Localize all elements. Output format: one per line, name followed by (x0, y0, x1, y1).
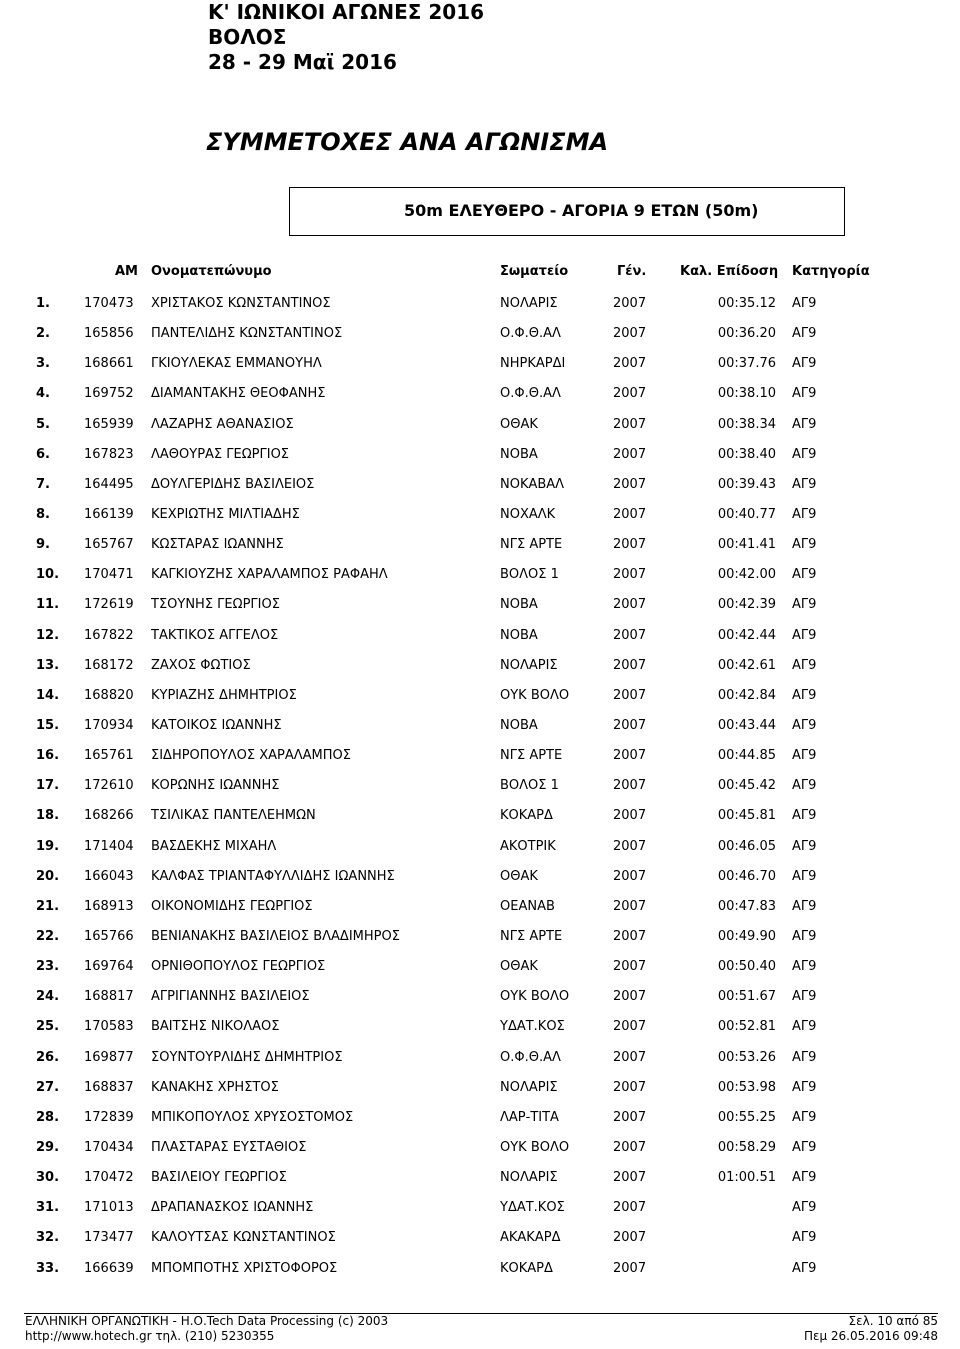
meet-dates: 28 - 29 Μαϊ 2016 (208, 50, 397, 74)
am-cell: 164495 (84, 476, 134, 492)
club-cell: ΟΥΚ ΒΟΛΟ (500, 1139, 570, 1155)
category-cell: ΑΓ9 (792, 1109, 817, 1125)
meet-title: Κ' ΙΩΝΙΚΟΙ ΑΓΩΝΕΣ 2016 (208, 0, 485, 24)
club-cell: ΝΓΣ ΑΡΤΕ (500, 537, 563, 553)
birth-year-cell: 2007 (613, 567, 647, 583)
am-cell: 168661 (84, 356, 134, 372)
entry-time-cell: 00:45.81 (717, 808, 776, 824)
entry-time-cell: 00:38.40 (717, 446, 776, 462)
birth-year-cell: 2007 (613, 356, 647, 372)
table-row (0, 289, 960, 319)
rank-cell: 30. (36, 1170, 60, 1186)
category-cell: ΑΓ9 (792, 898, 817, 914)
rank-cell: 17. (36, 778, 60, 794)
category-cell: ΑΓ9 (792, 657, 817, 673)
meet-city: ΒΟΛΟΣ (208, 25, 287, 49)
entry-time-cell: 00:44.85 (717, 748, 776, 764)
table-row (0, 500, 960, 530)
category-cell: ΑΓ9 (792, 868, 817, 884)
am-cell: 170471 (84, 567, 134, 583)
name-cell: ΒΑΣΙΛΕΙΟΥ ΓΕΩΡΓΙΟΣ (151, 1170, 287, 1186)
club-cell: ΝΟΒΑ (500, 717, 538, 733)
name-cell: ΚΩΣΤΑΡΑΣ ΙΩΑΝΝΗΣ (151, 537, 284, 553)
name-cell: ΛΑΘΟΥΡΑΣ ΓΕΩΡΓΙΟΣ (151, 446, 290, 462)
entry-time-cell: 00:45.42 (717, 778, 776, 794)
name-cell: ΑΓΡΙΓΙΑΝΝΗΣ ΒΑΣΙΛΕΙΟΣ (151, 989, 310, 1005)
club-cell: ΚΟΚΑΡΔ (500, 808, 553, 824)
name-cell: ΟΡΝΙΘΟΠΟΥΛΟΣ ΓΕΩΡΓΙΟΣ (151, 959, 326, 975)
rank-cell: 31. (36, 1200, 60, 1216)
name-cell: ΒΕΝΙΑΝΑΚΗΣ ΒΑΣΙΛΕΙΟΣ ΒΛΑΔΙΜΗΡΟΣ (151, 928, 400, 944)
table-row (0, 741, 960, 771)
entry-time-cell: 00:42.44 (717, 627, 776, 643)
rank-cell: 4. (36, 386, 50, 402)
am-cell: 166639 (84, 1260, 134, 1276)
table-row (0, 349, 960, 379)
footer-company: ΕΛΛΗΝΙΚΗ ΟΡΓΑΝΩΤΙΚΗ - Η.Ο.Tech Data Processing (c) 2003 (25, 1314, 389, 1328)
category-cell: ΑΓ9 (792, 989, 817, 1005)
entry-time-cell: 00:53.98 (717, 1079, 776, 1095)
name-cell: ΒΑΙΤΣΗΣ ΝΙΚΟΛΑΟΣ (151, 1019, 280, 1035)
rank-cell: 16. (36, 748, 60, 764)
rank-cell: 28. (36, 1109, 60, 1125)
category-cell: ΑΓ9 (792, 537, 817, 553)
rank-cell: 12. (36, 627, 60, 643)
category-cell: ΑΓ9 (792, 296, 817, 311)
column-header-name: Ονοματεπώνυμο (151, 264, 272, 279)
table-row (0, 319, 960, 349)
club-cell: ΝΟΒΑ (500, 446, 538, 462)
category-cell: ΑΓ9 (792, 386, 817, 402)
entry-time-cell: 00:50.40 (717, 959, 776, 975)
rank-cell: 10. (36, 567, 60, 583)
table-row (0, 1073, 960, 1103)
birth-year-cell: 2007 (613, 506, 647, 522)
entry-time-cell: 00:52.81 (717, 1019, 776, 1035)
category-cell: ΑΓ9 (792, 1139, 817, 1155)
entry-time-cell: 00:47.83 (717, 898, 776, 914)
entry-time-cell: 00:36.20 (717, 326, 776, 342)
category-cell: ΑΓ9 (792, 627, 817, 643)
rank-cell: 25. (36, 1019, 60, 1035)
table-row (0, 440, 960, 470)
entry-time-cell: 00:49.90 (717, 928, 776, 944)
birth-year-cell: 2007 (613, 1019, 647, 1035)
table-row (0, 1223, 960, 1253)
birth-year-cell: 2007 (613, 1200, 647, 1216)
rank-cell: 8. (36, 506, 50, 522)
club-cell: ΒΟΛΟΣ 1 (500, 567, 559, 583)
club-cell: ΚΟΚΑΡΔ (500, 1260, 553, 1276)
rank-cell: 6. (36, 446, 50, 462)
birth-year-cell: 2007 (613, 627, 647, 643)
name-cell: ΒΑΣΔΕΚΗΣ ΜΙΧΑΗΛ (151, 838, 277, 854)
club-cell: ΥΔΑΤ.ΚΟΣ (500, 1200, 565, 1216)
table-row (0, 530, 960, 560)
table-row (0, 1254, 960, 1284)
rank-cell: 9. (36, 537, 50, 553)
table-row (0, 711, 960, 741)
entry-time-cell: 00:43.44 (717, 717, 776, 733)
entry-time-cell: 00:46.05 (717, 838, 776, 854)
birth-year-cell: 2007 (613, 296, 647, 311)
rank-cell: 24. (36, 989, 60, 1005)
rank-cell: 5. (36, 416, 50, 432)
rank-cell: 22. (36, 928, 60, 944)
club-cell: ΟΘΑΚ (500, 868, 538, 884)
name-cell: ΣΙΔΗΡΟΠΟΥΛΟΣ ΧΑΡΑΛΑΜΠΟΣ (151, 748, 351, 764)
birth-year-cell: 2007 (613, 1139, 647, 1155)
birth-year-cell: 2007 (613, 959, 647, 975)
am-cell: 165767 (84, 537, 134, 553)
category-cell: ΑΓ9 (792, 1260, 817, 1276)
birth-year-cell: 2007 (613, 416, 647, 432)
rank-cell: 18. (36, 808, 60, 824)
club-cell: Ο.Φ.Θ.ΑΛ (500, 386, 561, 402)
entry-time-cell: 01:00.51 (717, 1170, 776, 1186)
club-cell: ΝΟΒΑ (500, 597, 538, 613)
club-cell: ΝΓΣ ΑΡΤΕ (500, 748, 563, 764)
name-cell: ΤΣΙΛΙΚΑΣ ΠΑΝΤΕΛΕΗΜΩΝ (151, 808, 316, 824)
table-row (0, 1103, 960, 1133)
club-cell: ΥΔΑΤ.ΚΟΣ (500, 1019, 565, 1035)
birth-year-cell: 2007 (613, 597, 647, 613)
category-cell: ΑΓ9 (792, 416, 817, 432)
category-cell: ΑΓ9 (792, 476, 817, 492)
entry-time-cell: 00:58.29 (717, 1139, 776, 1155)
category-cell: ΑΓ9 (792, 356, 817, 372)
am-cell: 168817 (84, 989, 134, 1005)
am-cell: 169764 (84, 959, 134, 975)
category-cell: ΑΓ9 (792, 1200, 817, 1216)
table-row (0, 832, 960, 862)
table-row (0, 681, 960, 711)
am-cell: 168266 (84, 808, 134, 824)
rank-cell: 7. (36, 476, 50, 492)
name-cell: ΔΡΑΠΑΝΑΣΚΟΣ ΙΩΑΝΝΗΣ (151, 1200, 314, 1216)
category-cell: ΑΓ9 (792, 446, 817, 462)
birth-year-cell: 2007 (613, 537, 647, 553)
club-cell: Ο.Φ.Θ.ΑΛ (500, 1049, 561, 1065)
am-cell: 166139 (84, 506, 134, 522)
name-cell: ΚΑΛΟΥΤΣΑΣ ΚΩΝΣΤΑΝΤΙΝΟΣ (151, 1230, 336, 1246)
name-cell: ΠΑΝΤΕΛΙΔΗΣ ΚΩΝΣΤΑΝΤΙΝΟΣ (151, 326, 343, 342)
table-row (0, 590, 960, 620)
footer-page-number: Σελ. 10 από 85 (848, 1314, 938, 1328)
name-cell: ΚΑΓΚΙΟΥΖΗΣ ΧΑΡΑΛΑΜΠΟΣ ΡΑΦΑΗΛ (151, 567, 388, 583)
club-cell: ΝΟΒΑ (500, 627, 538, 643)
club-cell: ΝΟΛΑΡΙΣ (500, 1079, 558, 1095)
rank-cell: 14. (36, 687, 60, 703)
entry-time-cell: 00:42.61 (717, 657, 776, 673)
name-cell: ΚΑΤΟΙΚΟΣ ΙΩΑΝΝΗΣ (151, 717, 282, 733)
am-cell: 170934 (84, 717, 134, 733)
entry-time-cell: 00:38.34 (717, 416, 776, 432)
birth-year-cell: 2007 (613, 326, 647, 342)
rank-cell: 29. (36, 1139, 60, 1155)
birth-year-cell: 2007 (613, 838, 647, 854)
name-cell: ΤΑΚΤΙΚΟΣ ΑΓΓΕΛΟΣ (151, 627, 279, 643)
category-cell: ΑΓ9 (792, 1079, 817, 1095)
entry-time-cell: 00:53.26 (717, 1049, 776, 1065)
am-cell: 170472 (84, 1170, 134, 1186)
am-cell: 171013 (84, 1200, 134, 1216)
am-cell: 168913 (84, 898, 134, 914)
club-cell: ΟΘΑΚ (500, 416, 538, 432)
entry-time-cell: 00:51.67 (717, 989, 776, 1005)
category-cell: ΑΓ9 (792, 748, 817, 764)
footer-timestamp: Πεμ 26.05.2016 09:48 (803, 1329, 938, 1343)
table-row (0, 892, 960, 922)
am-cell: 165766 (84, 928, 134, 944)
am-cell: 165939 (84, 416, 134, 432)
entry-time-cell: 00:38.10 (717, 386, 776, 402)
am-cell: 170583 (84, 1019, 134, 1035)
am-cell: 165856 (84, 326, 134, 342)
category-cell: ΑΓ9 (792, 838, 817, 854)
birth-year-cell: 2007 (613, 1260, 647, 1276)
birth-year-cell: 2007 (613, 808, 647, 824)
club-cell: ΛΑΡ-ΤΙΤΑ (500, 1109, 559, 1125)
name-cell: ΠΛΑΣΤΑΡΑΣ ΕΥΣΤΑΘΙΟΣ (151, 1139, 307, 1155)
name-cell: ΧΡΙΣΤΑΚΟΣ ΚΩΝΣΤΑΝΤΙΝΟΣ (151, 296, 331, 311)
rank-cell: 26. (36, 1049, 60, 1065)
rank-cell: 33. (36, 1260, 60, 1276)
am-cell: 165761 (84, 748, 134, 764)
rank-cell: 20. (36, 868, 60, 884)
footer-contact: http://www.hotech.gr τηλ. (210) 5230355 (25, 1329, 275, 1343)
page-title: ΣΥΜΜΕΤΟΧΕΣ ΑΝΑ ΑΓΩΝΙΣΜΑ (206, 128, 609, 156)
table-row (0, 410, 960, 440)
name-cell: ΜΠΙΚΟΠΟΥΛΟΣ ΧΡΥΣΟΣΤΟΜΟΣ (151, 1109, 354, 1125)
am-cell: 171404 (84, 838, 134, 854)
name-cell: ΚΑΛΦΑΣ ΤΡΙΑΝΤΑΦΥΛΛΙΔΗΣ ΙΩΑΝΝΗΣ (151, 868, 395, 884)
entry-time-cell: 00:41.41 (717, 537, 776, 553)
name-cell: ΚΕΧΡΙΩΤΗΣ ΜΙΛΤΙΑΔΗΣ (151, 506, 300, 522)
entry-time-cell: 00:55.25 (717, 1109, 776, 1125)
table-row (0, 862, 960, 892)
column-header-yob: Γέν. (617, 264, 647, 279)
am-cell: 170473 (84, 296, 134, 311)
rank-cell: 3. (36, 356, 50, 372)
club-cell: ΟΥΚ ΒΟΛΟ (500, 687, 570, 703)
name-cell: ΛΑΖΑΡΗΣ ΑΘΑΝΑΣΙΟΣ (151, 416, 294, 432)
column-header-club: Σωματείο (500, 264, 569, 279)
rank-cell: 13. (36, 657, 60, 673)
name-cell: ΚΑΝΑΚΗΣ ΧΡΗΣΤΟΣ (151, 1079, 279, 1095)
club-cell: ΟΥΚ ΒΟΛΟ (500, 989, 570, 1005)
entry-time-cell: 00:35.12 (717, 296, 776, 311)
category-cell: ΑΓ9 (792, 597, 817, 613)
category-cell: ΑΓ9 (792, 928, 817, 944)
name-cell: ΖΑΧΟΣ ΦΩΤΙΟΣ (151, 657, 251, 673)
category-cell: ΑΓ9 (792, 326, 817, 342)
table-row (0, 1163, 960, 1193)
entry-time-cell: 00:42.00 (717, 567, 776, 583)
birth-year-cell: 2007 (613, 989, 647, 1005)
am-cell: 168820 (84, 687, 134, 703)
birth-year-cell: 2007 (613, 928, 647, 944)
club-cell: Ο.Φ.Θ.ΑΛ (500, 326, 561, 342)
rank-cell: 11. (36, 597, 60, 613)
table-row (0, 982, 960, 1012)
table-row (0, 922, 960, 952)
club-cell: ΝΟΛΑΡΙΣ (500, 1170, 558, 1186)
club-cell: ΑΚΑΚΑΡΔ (500, 1230, 561, 1246)
rank-cell: 1. (36, 296, 50, 311)
club-cell: ΝΟΛΑΡΙΣ (500, 296, 558, 311)
name-cell: ΔΙΑΜΑΝΤΑΚΗΣ ΘΕΟΦΑΝΗΣ (151, 386, 326, 402)
am-cell: 169752 (84, 386, 134, 402)
name-cell: ΚΥΡΙΑΖΗΣ ΔΗΜΗΤΡΙΟΣ (151, 687, 297, 703)
category-cell: ΑΓ9 (792, 959, 817, 975)
entries-table (0, 289, 960, 1284)
rank-cell: 19. (36, 838, 60, 854)
category-cell: ΑΓ9 (792, 717, 817, 733)
birth-year-cell: 2007 (613, 1170, 647, 1186)
name-cell: ΚΟΡΩΝΗΣ ΙΩΑΝΝΗΣ (151, 778, 280, 794)
birth-year-cell: 2007 (613, 1109, 647, 1125)
name-cell: ΟΙΚΟΝΟΜΙΔΗΣ ΓΕΩΡΓΙΟΣ (151, 898, 313, 914)
birth-year-cell: 2007 (613, 748, 647, 764)
birth-year-cell: 2007 (613, 868, 647, 884)
club-cell: ΝΓΣ ΑΡΤΕ (500, 928, 563, 944)
club-cell: ΝΟΛΑΡΙΣ (500, 657, 558, 673)
club-cell: ΝΗΡΚΑΡΔΙ (500, 356, 566, 372)
entry-time-cell: 00:42.84 (717, 687, 776, 703)
club-cell: ΟΘΑΚ (500, 959, 538, 975)
name-cell: ΜΠΟΜΠΟΤΗΣ ΧΡΙΣΤΟΦΟΡΟΣ (151, 1260, 338, 1276)
category-cell: ΑΓ9 (792, 1170, 817, 1186)
birth-year-cell: 2007 (613, 1049, 647, 1065)
rank-cell: 2. (36, 326, 50, 342)
table-row (0, 1012, 960, 1042)
category-cell: ΑΓ9 (792, 506, 817, 522)
name-cell: ΣΟΥΝΤΟΥΡΛΙΔΗΣ ΔΗΜΗΤΡΙΟΣ (151, 1049, 343, 1065)
birth-year-cell: 2007 (613, 778, 647, 794)
entry-time-cell: 00:42.39 (717, 597, 776, 613)
name-cell: ΔΟΥΛΓΕΡΙΔΗΣ ΒΑΣΙΛΕΙΟΣ (151, 476, 315, 492)
category-cell: ΑΓ9 (792, 1049, 817, 1065)
am-cell: 173477 (84, 1230, 134, 1246)
rank-cell: 15. (36, 717, 60, 733)
table-row (0, 379, 960, 409)
event-title: 50m ΕΛΕΥΘΕΡΟ - ΑΓΟΡΙΑ 9 ΕΤΩΝ (50m) (404, 201, 759, 220)
rank-cell: 32. (36, 1230, 60, 1246)
table-row (0, 952, 960, 982)
table-row (0, 621, 960, 651)
category-cell: ΑΓ9 (792, 567, 817, 583)
am-cell: 166043 (84, 868, 134, 884)
birth-year-cell: 2007 (613, 1079, 647, 1095)
am-cell: 172610 (84, 778, 134, 794)
column-header-am: ΑΜ (115, 264, 138, 279)
table-row (0, 470, 960, 500)
table-row (0, 771, 960, 801)
am-cell: 170434 (84, 1139, 134, 1155)
birth-year-cell: 2007 (613, 898, 647, 914)
category-cell: ΑΓ9 (792, 1230, 817, 1246)
entry-time-cell: 00:37.76 (717, 356, 776, 372)
table-row (0, 1193, 960, 1223)
club-cell: ΝΟΧΑΛΚ (500, 506, 556, 522)
name-cell: ΓΚΙΟΥΛΕΚΑΣ ΕΜΜΑΝΟΥΗΛ (151, 356, 322, 372)
club-cell: ΝΟΚΑΒΑΛ (500, 476, 565, 492)
name-cell: ΤΣΟΥΝΗΣ ΓΕΩΡΓΙΟΣ (151, 597, 280, 613)
column-header-time: Καλ. Επίδοση (680, 264, 779, 279)
club-cell: ΒΟΛΟΣ 1 (500, 778, 559, 794)
category-cell: ΑΓ9 (792, 1019, 817, 1035)
table-row (0, 1133, 960, 1163)
category-cell: ΑΓ9 (792, 778, 817, 794)
rank-cell: 27. (36, 1079, 60, 1095)
rank-cell: 21. (36, 898, 60, 914)
birth-year-cell: 2007 (613, 657, 647, 673)
birth-year-cell: 2007 (613, 446, 647, 462)
rank-cell: 23. (36, 959, 60, 975)
birth-year-cell: 2007 (613, 717, 647, 733)
am-cell: 168172 (84, 657, 134, 673)
table-row (0, 1043, 960, 1073)
category-cell: ΑΓ9 (792, 687, 817, 703)
entry-time-cell: 00:39.43 (717, 476, 776, 492)
table-row (0, 801, 960, 831)
birth-year-cell: 2007 (613, 687, 647, 703)
column-header-category: Κατηγορία (792, 264, 870, 279)
am-cell: 168837 (84, 1079, 134, 1095)
category-cell: ΑΓ9 (792, 808, 817, 824)
club-cell: ΑΚΟΤΡΙΚ (500, 838, 556, 854)
birth-year-cell: 2007 (613, 386, 647, 402)
am-cell: 172839 (84, 1109, 134, 1125)
am-cell: 169877 (84, 1049, 134, 1065)
am-cell: 167823 (84, 446, 134, 462)
table-row (0, 651, 960, 681)
entry-time-cell: 00:40.77 (717, 506, 776, 522)
birth-year-cell: 2007 (613, 1230, 647, 1246)
club-cell: ΟΕΑΝΑΒ (500, 898, 555, 914)
table-row (0, 560, 960, 590)
entry-time-cell: 00:46.70 (717, 868, 776, 884)
am-cell: 172619 (84, 597, 134, 613)
am-cell: 167822 (84, 627, 134, 643)
birth-year-cell: 2007 (613, 476, 647, 492)
